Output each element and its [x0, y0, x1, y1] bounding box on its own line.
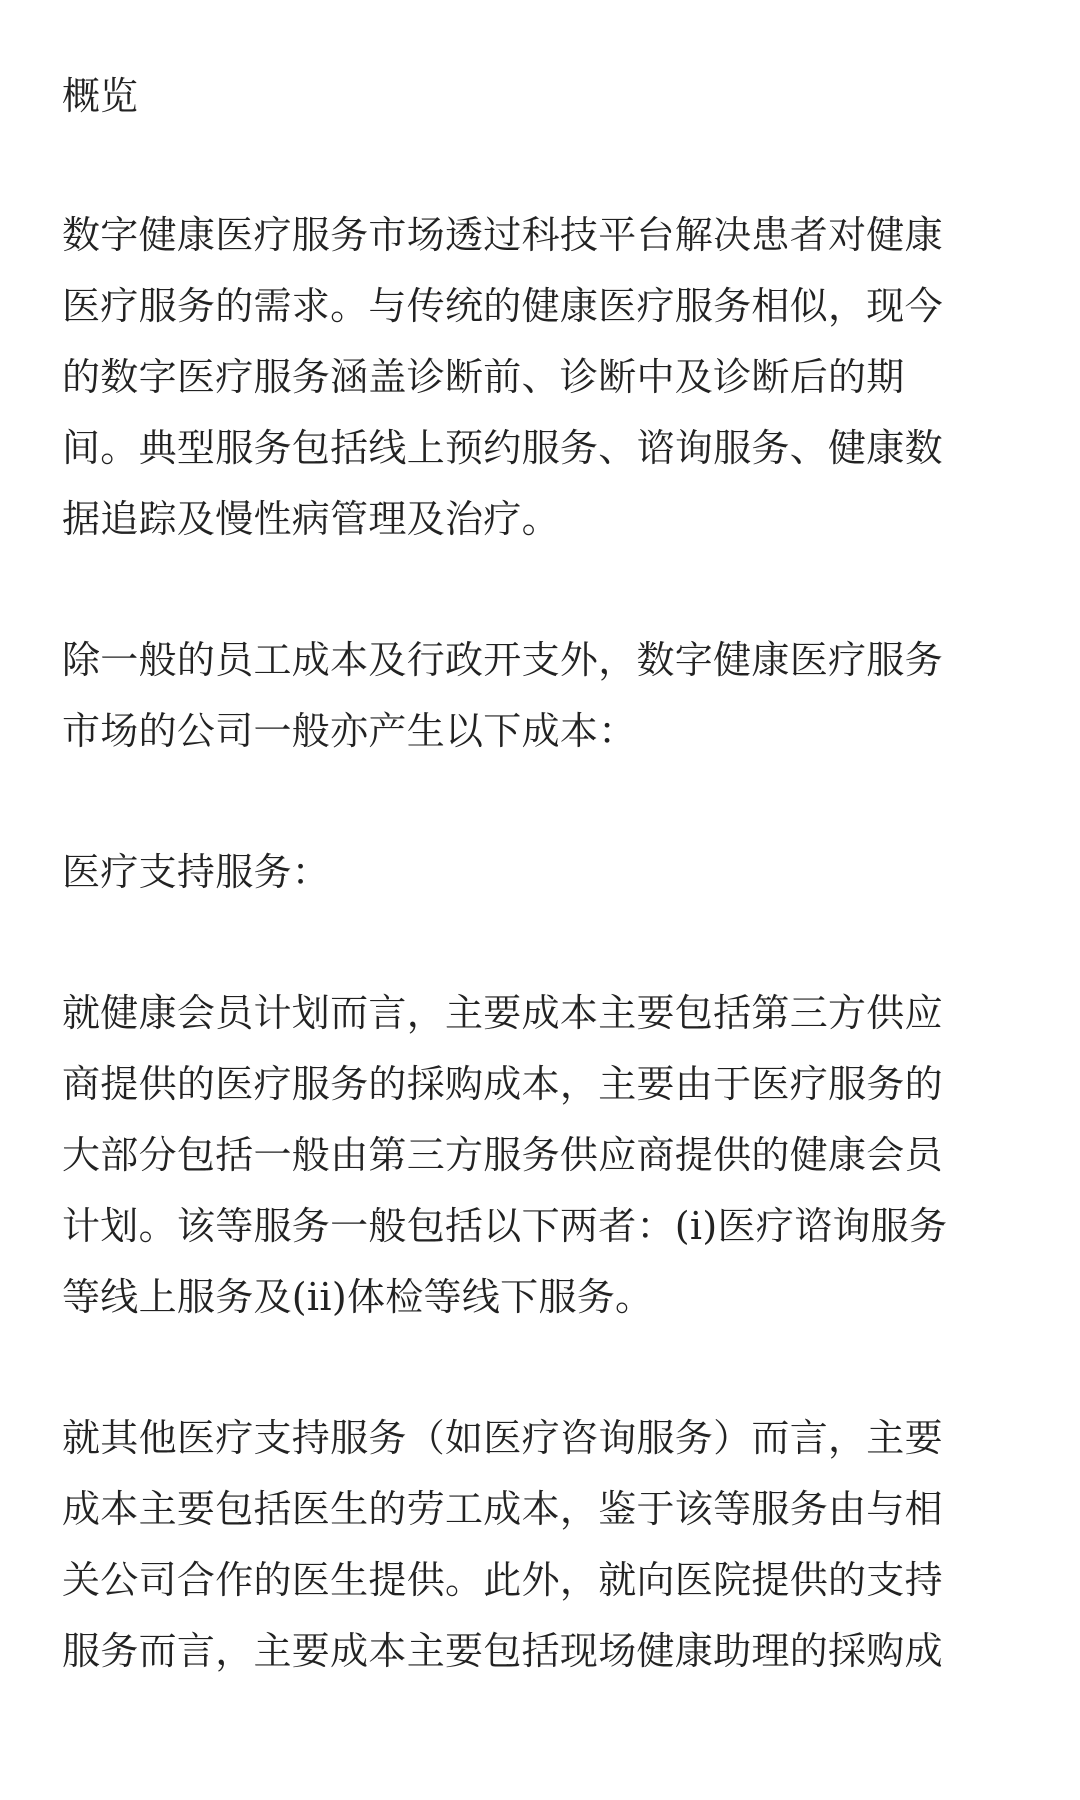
text-line: 服务而言，主要成本主要包括现场健康助理的採购成	[62, 1629, 943, 1673]
text-line: 的数字医疗服务涵盖诊断前、诊断中及诊断后的期	[62, 355, 905, 399]
text-line: 数字健康医疗服务市场透过科技平台解决患者对健康	[62, 213, 943, 257]
text-line: 大部分包括一般由第三方服务供应商提供的健康会员	[62, 1133, 943, 1177]
paragraph-costs-intro	[62, 625, 1022, 767]
text-line: 据追踪及慢性病管理及治疗。	[62, 497, 560, 541]
text-line: 等线上服务及(ii)体检等线下服务。	[62, 1275, 654, 1319]
text-line: 就其他医疗支持服务（如医疗咨询服务）而言，主要	[62, 1416, 943, 1460]
text-line: 市场的公司一般亦产生以下成本：	[62, 709, 637, 753]
text-line: 医疗支持服务：	[62, 850, 331, 894]
subheading-medical-support	[62, 837, 1022, 908]
text-line: 除一般的员工成本及行政开支外，数字健康医疗服务	[62, 638, 943, 682]
paragraph-membership-plans	[62, 978, 1022, 1333]
text-line: 计划。该等服务一般包括以下两者：(i)医疗谘询服务	[62, 1204, 948, 1248]
text-line: 成本主要包括医生的劳工成本，鉴于该等服务由与相	[62, 1487, 943, 1531]
article-body	[62, 60, 1022, 1757]
paragraph-overview	[62, 200, 1022, 555]
text-line: 医疗服务的需求。与传统的健康医疗服务相似，现今	[62, 284, 943, 328]
text-line: 商提供的医疗服务的採购成本，主要由于医疗服务的	[62, 1062, 943, 1106]
section-title: 概览	[62, 74, 139, 118]
paragraph-other-support	[62, 1403, 1022, 1687]
text-line: 关公司合作的医生提供。此外，就向医院提供的支持	[62, 1558, 943, 1602]
text-line: 就健康会员计划而言，主要成本主要包括第三方供应	[62, 991, 943, 1035]
text-line: 间。典型服务包括线上预约服务、谘询服务、健康数	[62, 426, 943, 470]
